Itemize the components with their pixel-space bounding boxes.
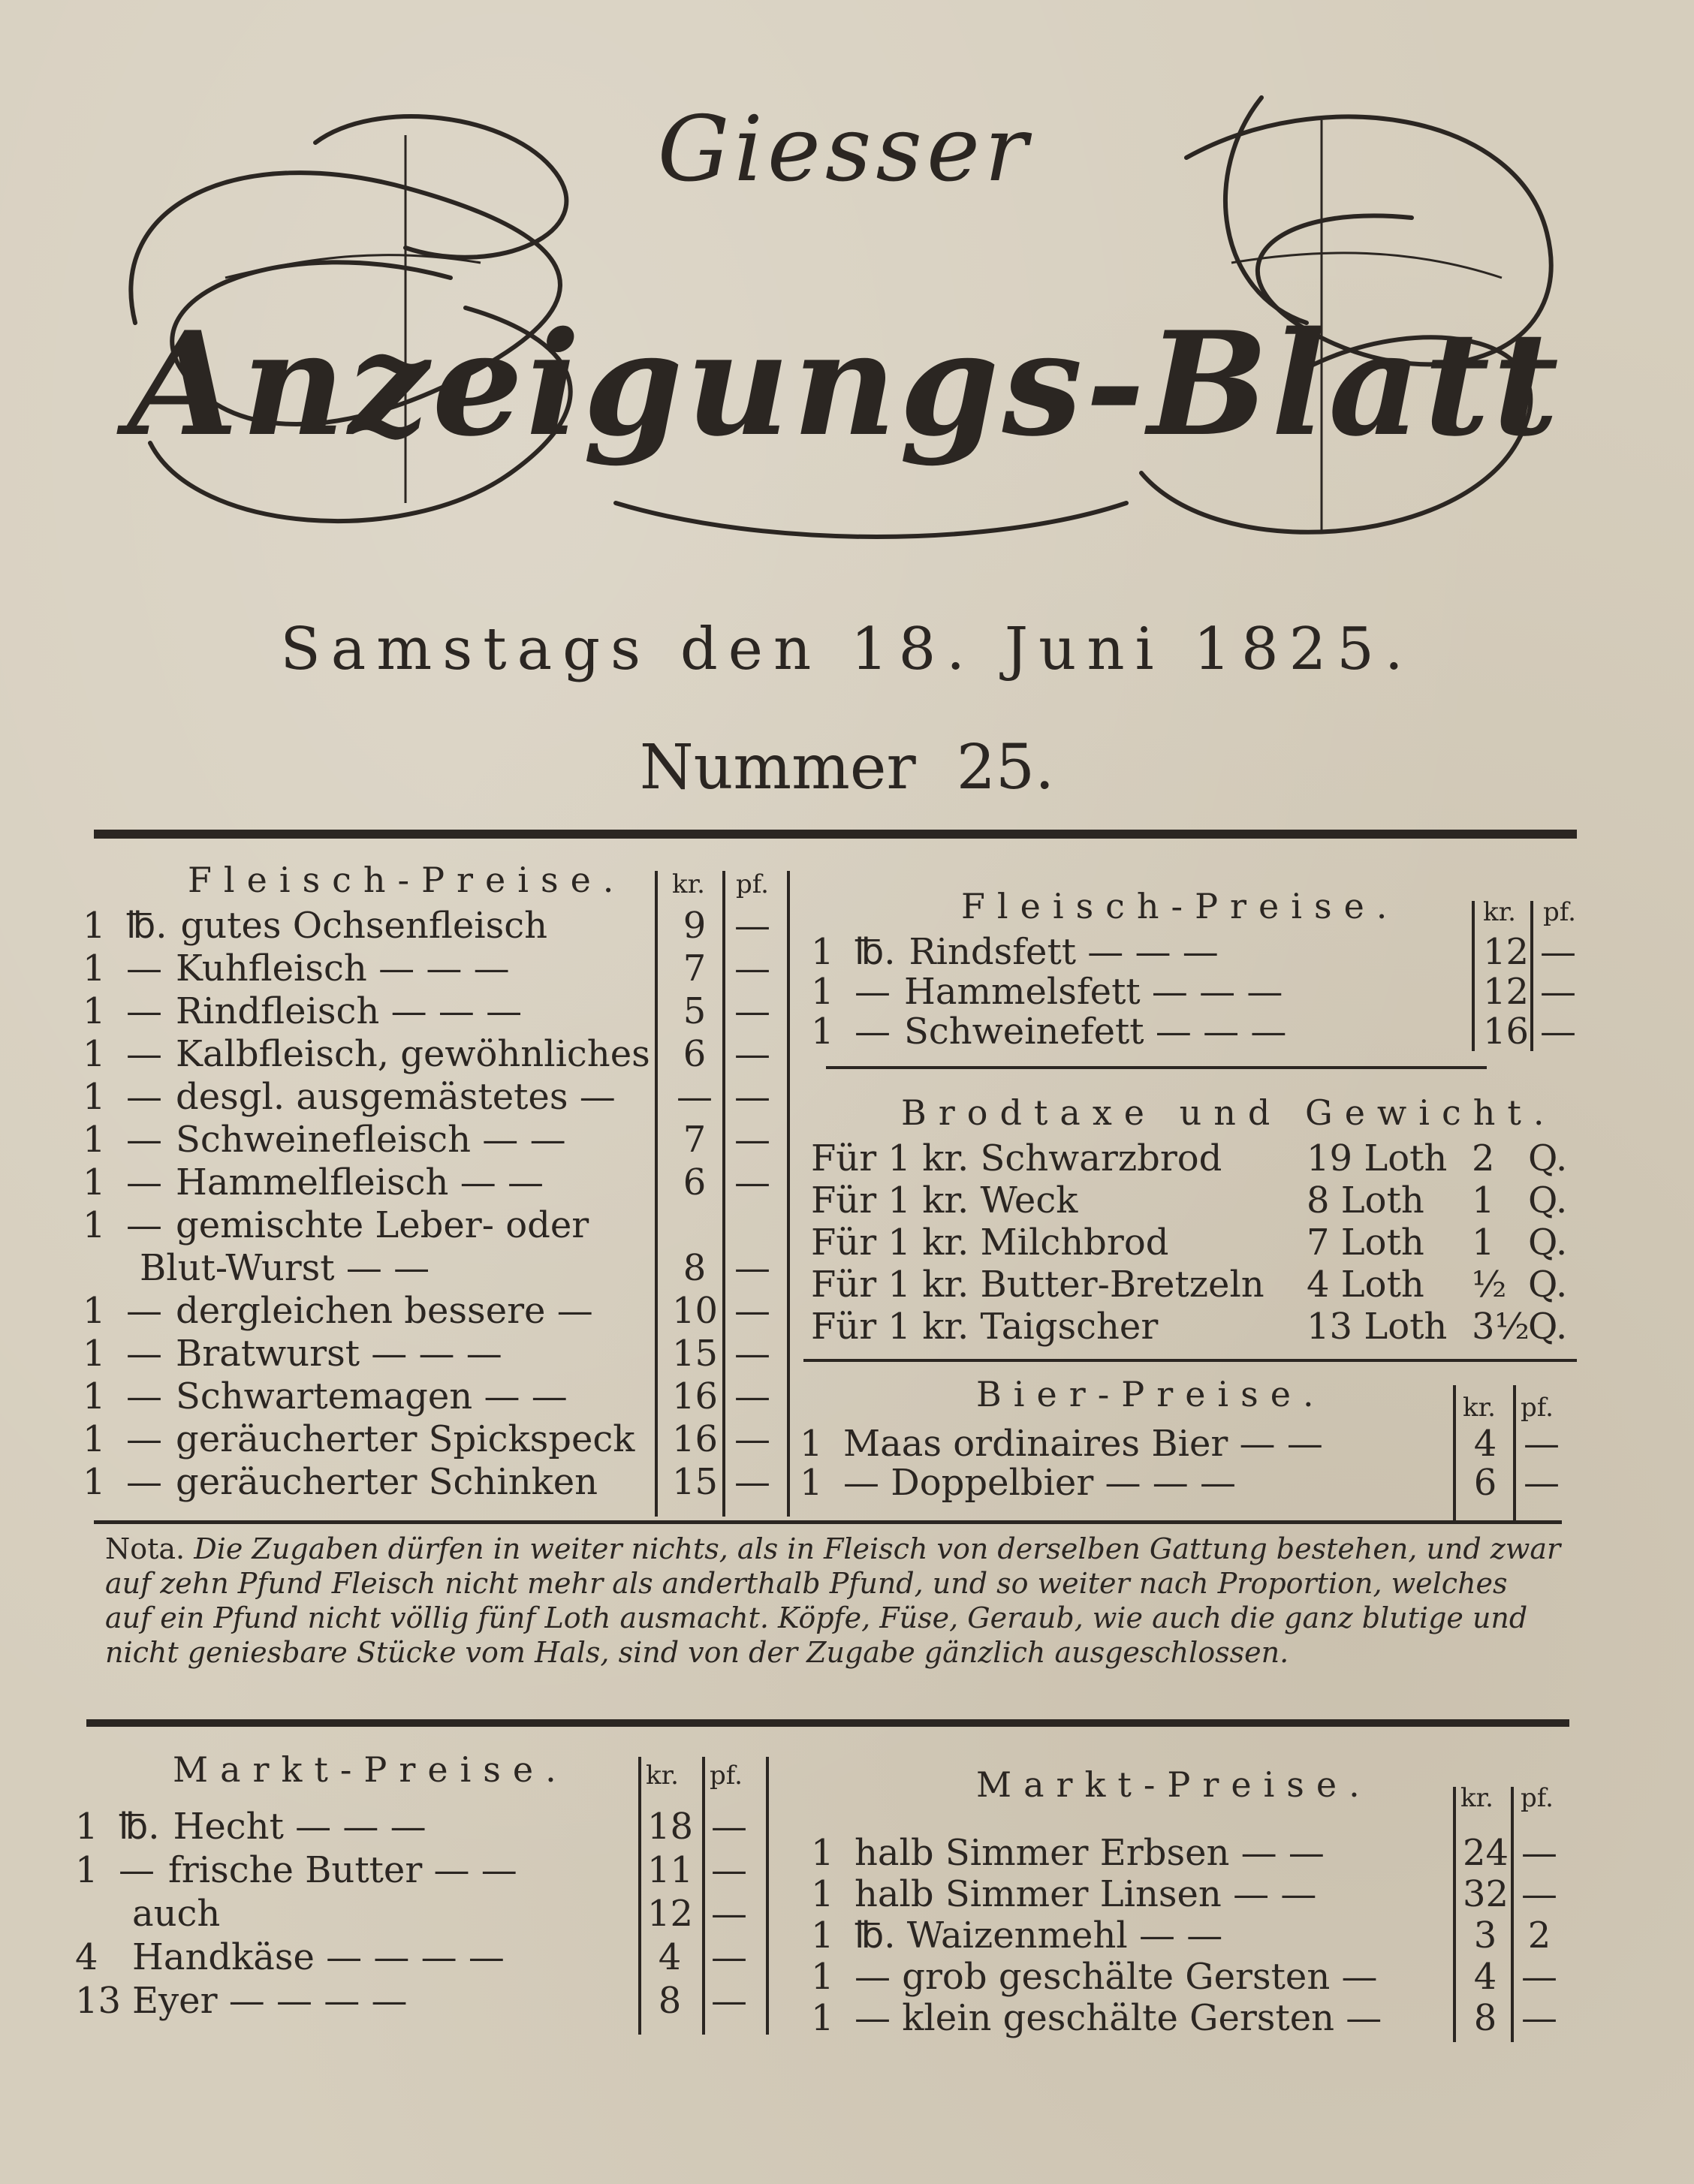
markt-right-name: halb Simmer Linsen — — [855,1873,1317,1915]
fleisch-left-kr: 7 [683,947,707,990]
fleisch-left-unit: — [126,1333,162,1375]
fleisch-left-qty: 1 [83,1333,106,1375]
fleisch-right-divider-2 [1530,901,1533,1051]
markt-right-pf: — [1521,1956,1557,1998]
markt-left-pf: — [711,1936,747,1978]
fleisch-left-qty: 1 [83,1076,106,1118]
markt-right-row [811,1956,1378,1998]
markt-left-qty: 4 [75,1936,98,1978]
fleisch-left-qty: 1 [83,1461,106,1503]
fleisch-left-kr: 5 [683,990,707,1032]
nota-top-rule [94,1520,1562,1524]
fleisch-left-name: Bratwurst — — — [176,1333,502,1375]
fleisch-left-row [83,1119,566,1161]
fleisch-left-row [83,1247,430,1289]
brodtaxe-label: Für 1 kr. Schwarzbrod [811,1137,1222,1179]
markt-left-name: Eyer — — — — [132,1980,408,2022]
fleisch-left-pf: — [734,1333,770,1375]
fleisch-left-name: dergleichen bessere — [176,1290,593,1332]
fleisch-right-row [811,1011,1286,1053]
markt-right-divider-1 [1453,1787,1456,2042]
fleisch-left-kr: 10 [672,1290,719,1332]
fleisch-left-kr: 6 [683,1161,707,1203]
markt-left-row [75,1849,517,1891]
fleisch-left-kr: 9 [683,905,707,947]
markt-right-name: halb Simmer Erbsen — — [855,1832,1325,1874]
fleisch-left-unit: — [126,947,162,990]
fleisch-right-rule [826,1066,1487,1069]
fleisch-right-pf: — [1540,971,1576,1013]
issue-value: 25. [956,732,1055,803]
brodtaxe-label: Für 1 kr. Taigscher [811,1306,1159,1348]
fleisch-left-unit: — [126,1204,162,1246]
markt-right-name: ℔. Waizenmehl — — [855,1914,1223,1957]
fleisch-left-pf: — [734,1461,770,1503]
markt-left-row [75,1806,427,1848]
fleisch-left-row [83,1333,502,1375]
markt-right-row [811,1832,1325,1874]
markt-left-pf: — [711,1893,747,1935]
fleisch-left-kr: 7 [683,1119,707,1161]
fleisch-left-name: Schweinefleisch — — [176,1119,566,1161]
fleisch-right-name: Rindsfett — — — [909,931,1219,973]
bier-pf: — [1524,1423,1560,1465]
fleisch-left-unit: ℔. [126,905,167,947]
issue-label: Nummer [639,732,916,803]
markt-left-divider-2 [702,1757,705,2035]
fleisch-right-kr: 12 [1483,931,1530,973]
bier-pf-header: pf. [1521,1393,1554,1423]
fleisch-left-kr: 16 [672,1418,719,1460]
fleisch-left-qty: 1 [83,1375,106,1417]
top-rule [94,830,1577,839]
fleisch-left-qty: 1 [83,1033,106,1075]
nota-paragraph [105,1532,1562,1670]
markt-right-name: — grob geschälte Gersten — [855,1956,1378,1998]
fleisch-right-unit: — [855,1011,891,1053]
brodtaxe-quentchen: 1 [1472,1179,1495,1222]
bier-name: Maas ordinaires Bier — — [843,1423,1323,1465]
bier-qty: 1 [800,1462,823,1504]
masthead-title: Anzeigungs-Blatt [128,300,1562,468]
brodtaxe-title: Brodtaxe und Gewicht. [901,1092,1557,1133]
fleisch-right-kr: 16 [1483,1011,1530,1053]
markt-right-name: — klein geschälte Gersten — [855,1997,1382,2039]
markt-left-row [75,1893,220,1935]
issue-number [0,732,1694,803]
fleisch-left-qty: 1 [83,1204,106,1246]
fleisch-left-name: Kalbfleisch, gewöhnliches [176,1033,650,1075]
markt-left-kr: 12 [647,1893,694,1935]
markt-right-pf: 2 [1527,1914,1551,1957]
fleisch-right-row [811,971,1283,1013]
fleisch-right-unit: ℔. [855,931,896,973]
dateline-year: 1825. [1193,616,1414,683]
bier-row [800,1462,1236,1504]
markt-left-pf: — [711,1980,747,2022]
markt-left-name: auch [132,1893,221,1935]
brodtaxe-loth: 7 Loth [1307,1222,1424,1264]
markt-left-pf: — [711,1849,747,1891]
markt-right-row [811,1914,1222,1957]
brodtaxe-label: Für 1 kr. Milchbrod [811,1222,1169,1264]
markt-right-kr: 3 [1473,1914,1497,1957]
brodtaxe-quentchen: 1 [1472,1222,1495,1264]
fleisch-left-kr: 8 [683,1247,707,1289]
fleisch-left-pf: — [734,1247,770,1289]
fleisch-left-divider-2 [722,871,725,1517]
fleisch-right-kr-header: kr. [1483,897,1516,927]
markt-left-kr-header: kr. [646,1761,679,1791]
fleisch-left-pf: — [734,1076,770,1118]
fleisch-left-qty: 1 [83,905,106,947]
fleisch-left-name: gutes Ochsenfleisch [180,905,548,947]
fleisch-right-name: Hammelsfett — — — [904,971,1283,1013]
fleisch-right-title: Fleisch-Preise. [961,886,1400,926]
fleisch-left-unit: — [126,1418,162,1460]
bier-qty: 1 [800,1423,823,1465]
markt-right-kr: 24 [1463,1832,1509,1874]
fleisch-left-pf-header: pf. [736,869,769,899]
fleisch-left-name: geräucherter Schinken [176,1461,598,1503]
brodtaxe-quentchen-unit: Q. [1528,1264,1568,1306]
bier-pf: — [1524,1462,1560,1504]
nota-lead: Nota. [105,1532,185,1565]
markt-right-qty: 1 [811,1956,834,1998]
markt-right-kr-header: kr. [1460,1783,1494,1813]
fleisch-left-kr-header: kr. [672,869,705,899]
fleisch-left-row [83,1375,568,1417]
markt-right-pf: — [1521,1873,1557,1915]
fleisch-left-row [83,1290,593,1332]
markt-right-row [811,1873,1316,1915]
bier-kr: 4 [1473,1423,1497,1465]
markt-left-kr: 4 [658,1936,682,1978]
fleisch-left-pf: — [734,1418,770,1460]
brodtaxe-rule [803,1359,1577,1362]
fleisch-left-pf: — [734,905,770,947]
fleisch-left-unit: — [126,1461,162,1503]
markt-left-qty: 1 [75,1806,98,1848]
bier-kr: 6 [1473,1462,1497,1504]
fleisch-left-unit: — [126,1076,162,1118]
fleisch-left-row [83,1076,616,1118]
fleisch-left-kr: 6 [683,1033,707,1075]
brodtaxe-loth: 4 Loth [1307,1264,1424,1306]
fleisch-left-row [83,1461,598,1503]
fleisch-right-pf: — [1540,1011,1576,1053]
fleisch-left-kr: 15 [672,1333,719,1375]
fleisch-left-unit: — [126,990,162,1032]
fleisch-left-row [83,990,522,1032]
brodtaxe-loth: 19 Loth [1307,1137,1448,1179]
markt-left-qty: 1 [75,1849,98,1891]
markt-right-qty: 1 [811,1873,834,1915]
fleisch-left-name: Schwartemagen — — [176,1375,568,1417]
markt-left-pf-header: pf. [710,1761,743,1791]
fleisch-left-name: Blut-Wurst — — [140,1247,430,1289]
markt-right-pf: — [1521,1997,1557,2039]
markt-left-name: Handkäse — — — — [132,1936,505,1978]
fleisch-right-row [811,931,1219,973]
fleisch-left-name: Rindfleisch — — — [176,990,523,1032]
bier-row [800,1423,1323,1465]
markt-left-row [75,1980,408,2022]
fleisch-left-divider-1 [655,871,658,1517]
brodtaxe-label: Für 1 kr. Weck [811,1179,1078,1222]
markt-right-kr: 8 [1473,1997,1497,2039]
markt-right-qty: 1 [811,1832,834,1874]
markt-right-row [811,1997,1382,2039]
markt-right-qty: 1 [811,1997,834,2039]
masthead [90,53,1599,593]
bier-name: — Doppelbier — — — [843,1462,1237,1504]
fleisch-left-row [83,1418,634,1460]
markt-right-qty: 1 [811,1914,834,1957]
fleisch-left-pf: — [734,1033,770,1075]
nota-text: Die Zugaben dürfen in weiter nichts, als in Fleisch von derselben Gattung bestehen, und zwar auf zehn Pfund Fleisch nicht mehr als anderthalb Pfund, und so weiter nach Proportion, welches auf ein Pfund nicht völlig fünf Loth ausmacht. Köpfe, Füse, Geraub, wie auch die ganz blutige und nicht geniesbare Stücke vom Hals, sind von der Zugabe gänzlich ausgeschlossen. [105,1532,1561,1669]
fleisch-left-unit: — [126,1033,162,1075]
fleisch-left-kr: 15 [672,1461,719,1503]
brodtaxe-quentchen-unit: Q. [1528,1222,1568,1264]
fleisch-left-row [83,947,510,990]
bier-divider-2 [1513,1385,1516,1520]
fleisch-left-name: geräucherter Spickspeck [176,1418,635,1460]
fleisch-right-qty: 1 [811,931,834,973]
fleisch-left-unit: — [126,1290,162,1332]
brodtaxe-quentchen-unit: Q. [1528,1137,1568,1179]
markt-right-pf-header: pf. [1521,1783,1554,1813]
markt-left-name: Hecht — — — [173,1806,427,1848]
markt-center-divider [766,1757,769,2035]
fleisch-left-pf: — [734,947,770,990]
fleisch-right-qty: 1 [811,1011,834,1053]
fleisch-left-name: Kuhfleisch — — — [176,947,510,990]
fleisch-left-row [83,1161,544,1203]
fleisch-left-name: desgl. ausgemästetes — [176,1076,616,1118]
fleisch-right-name: Schweinefett — — — [904,1011,1287,1053]
fleisch-left-qty: 1 [83,1161,106,1203]
fleisch-right-divider-1 [1472,901,1475,1051]
brodtaxe-label: Für 1 kr. Butter-Bretzeln [811,1264,1264,1306]
markt-left-unit: — [119,1849,155,1891]
masthead-city: Giesser [657,98,1032,202]
fleisch-left-row [83,1033,650,1075]
fleisch-left-qty: 1 [83,990,106,1032]
fleisch-left-qty: 1 [83,947,106,990]
fleisch-left-kr: — [677,1076,713,1118]
brodtaxe-quentchen-unit: Q. [1528,1179,1568,1222]
fleisch-left-name: Hammelfleisch — — [176,1161,544,1203]
markt-left-divider-1 [638,1757,641,2035]
markt-right-title: Markt-Preise. [976,1764,1372,1805]
dateline-day: 18. [851,616,976,683]
brodtaxe-quentchen: 2 [1472,1137,1495,1179]
bier-title: Bier-Preise. [976,1374,1326,1414]
bier-divider-1 [1453,1385,1456,1520]
fleisch-left-title: Fleisch-Preise. [188,860,626,900]
markt-left-unit: ℔. [119,1806,160,1848]
brodtaxe-loth: 13 Loth [1307,1306,1448,1348]
markt-left-title: Markt-Preise. [173,1749,568,1790]
dateline-month: Juni [1004,616,1165,683]
brodtaxe-quentchen: 3½ [1472,1306,1530,1348]
fleisch-left-name: gemischte Leber- oder [176,1204,589,1246]
markt-right-kr: 4 [1473,1956,1497,1998]
markt-left-pf: — [711,1806,747,1848]
fleisch-left-unit: — [126,1375,162,1417]
fleisch-left-row [83,1204,589,1246]
fleisch-left-unit: — [126,1119,162,1161]
fleisch-right-pf-header: pf. [1543,897,1576,927]
fleisch-left-pf: — [734,1119,770,1161]
markt-top-rule [86,1719,1569,1727]
fleisch-center-divider [787,871,790,1517]
fleisch-left-unit: — [126,1161,162,1203]
brodtaxe-quentchen-unit: Q. [1528,1306,1568,1348]
bier-kr-header: kr. [1463,1393,1496,1423]
fleisch-left-pf: — [734,1375,770,1417]
fleisch-left-pf: — [734,1161,770,1203]
dateline-weekday: Samstags den [280,616,822,683]
brodtaxe-loth: 8 Loth [1307,1179,1424,1222]
brodtaxe-quentchen: ½ [1472,1264,1507,1306]
fleisch-right-pf: — [1540,931,1576,973]
fleisch-left-qty: 1 [83,1290,106,1332]
markt-right-pf: — [1521,1832,1557,1874]
markt-left-kr: 18 [647,1806,694,1848]
fleisch-left-row [83,905,547,947]
fleisch-left-pf: — [734,990,770,1032]
fleisch-right-kr: 12 [1483,971,1530,1013]
markt-right-divider-2 [1511,1787,1514,2042]
markt-left-row [75,1936,505,1978]
fleisch-left-kr: 16 [672,1375,719,1417]
markt-left-kr: 8 [658,1980,682,2022]
fleisch-left-qty: 1 [83,1119,106,1161]
fleisch-right-qty: 1 [811,971,834,1013]
markt-right-kr: 32 [1463,1873,1509,1915]
markt-left-qty: 13 [75,1980,122,2022]
fleisch-left-pf: — [734,1290,770,1332]
markt-left-kr: 11 [647,1849,694,1891]
dateline [0,616,1694,683]
markt-left-name: frische Butter — — [168,1849,517,1891]
fleisch-right-unit: — [855,971,891,1013]
fleisch-left-qty: 1 [83,1418,106,1460]
